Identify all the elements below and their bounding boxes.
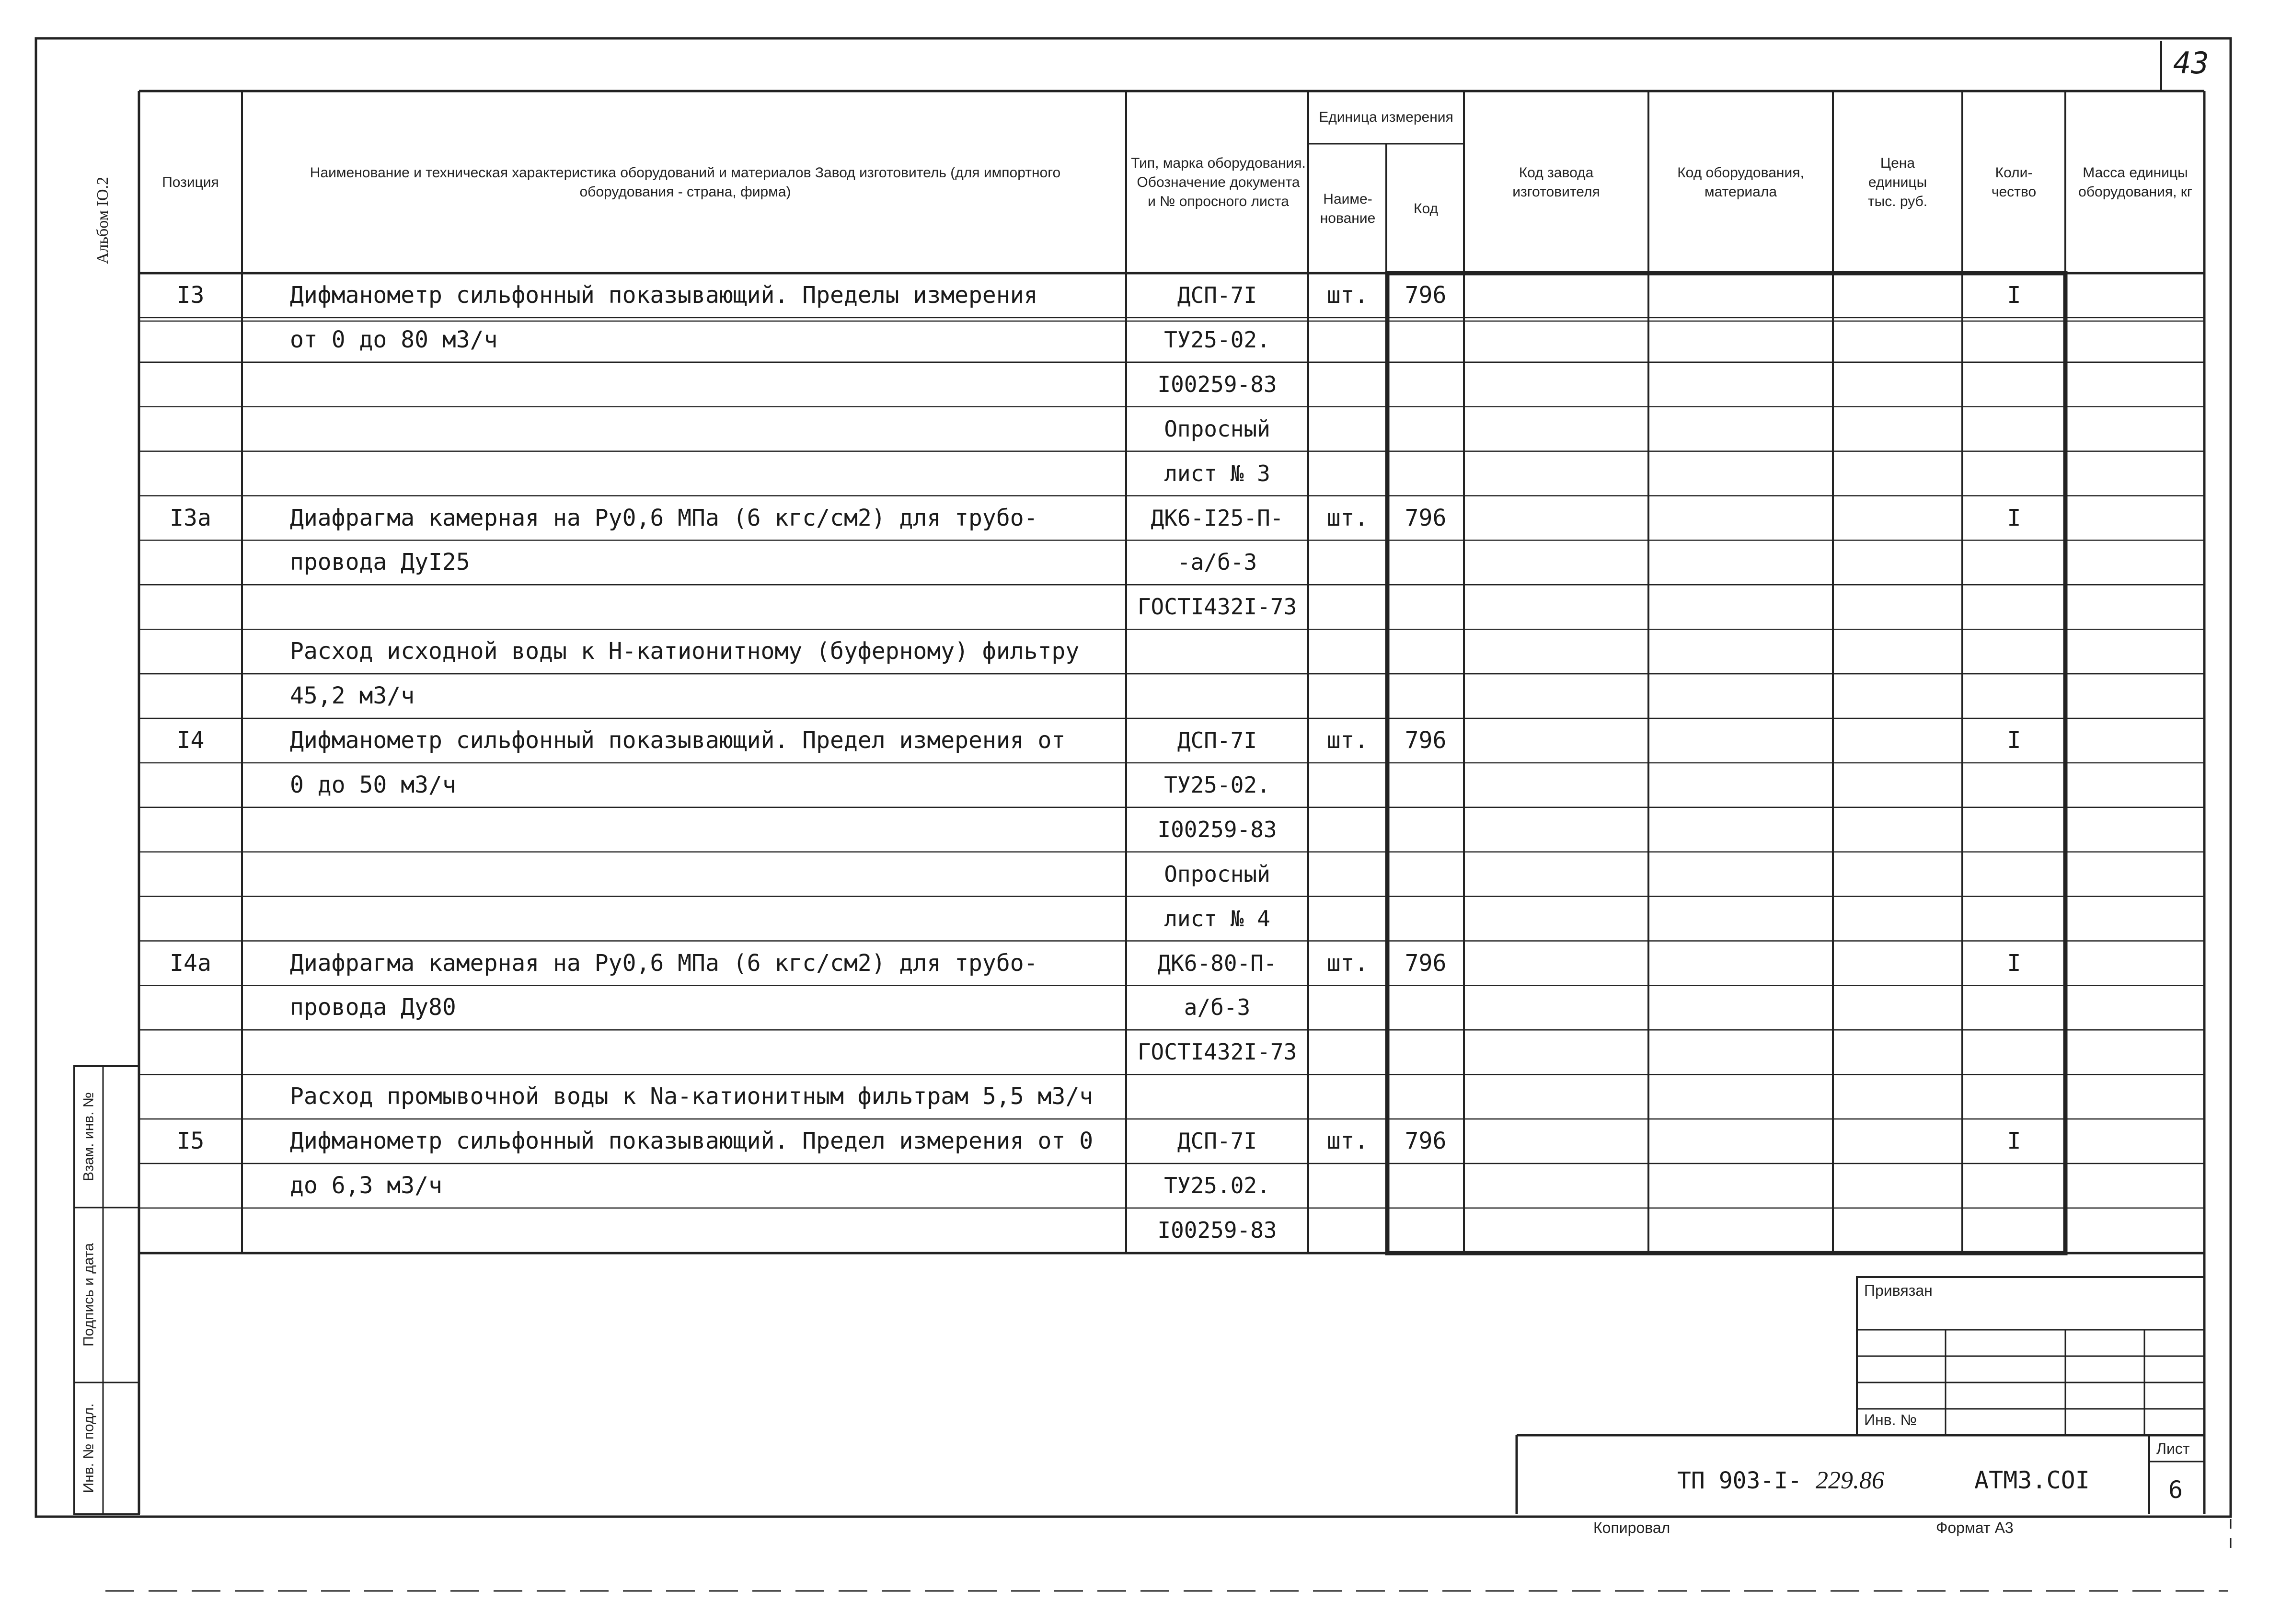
cell-type: ДСП-7I	[1177, 727, 1257, 753]
stamp-vzam-label: Взам. инв. №	[81, 1092, 97, 1181]
cell-type: I00259-83	[1157, 371, 1277, 397]
header-unit-name: Наиме- нование	[1320, 191, 1376, 226]
cell-code: 796	[1405, 504, 1447, 531]
sheet-label: Лист	[2156, 1440, 2190, 1457]
header-unit-code: Код	[1413, 201, 1438, 217]
stamp-inv-label: Инв. № подл.	[81, 1403, 97, 1493]
cell-type: Опросный	[1164, 415, 1270, 442]
cell-name: провода ДуI25	[290, 549, 470, 576]
cell-name: 0 до 50 м3/ч	[290, 771, 456, 798]
header-factory-code: Код завода изготовителя	[1512, 165, 1600, 200]
cell-name: Расход исходной воды к Н-катионитному (буферному) фильтру	[290, 638, 1080, 665]
cell-name: Диафрагма камерная на Ру0,6 МПа (6 кгс/см2) для трубо-	[290, 504, 1038, 531]
cell-code: 796	[1405, 1128, 1447, 1155]
cell-pos: I3а	[170, 504, 211, 531]
cell-type: ДСП-7I	[1177, 1128, 1257, 1154]
cell-qty: I	[2007, 727, 2021, 754]
cell-unit: шт.	[1326, 1128, 1369, 1155]
album-label-wrap	[89, 144, 117, 297]
sheet-number: 6	[2168, 1476, 2183, 1504]
cell-unit: шт.	[1326, 949, 1369, 977]
cell-unit: шт.	[1326, 282, 1369, 309]
cell-type: ТУ25-02.	[1164, 772, 1270, 798]
cell-name: до 6,3 м3/ч	[290, 1172, 442, 1199]
doc-number-print: ТП 903-I-	[1677, 1467, 1802, 1494]
header-type: Тип, марка оборудования. Обозначение документа и № опросного листа	[1131, 155, 1306, 209]
stamp-inv-wrap	[77, 1382, 101, 1514]
cell-code: 796	[1405, 949, 1447, 977]
cell-name: Дифманометр сильфонный показывающий. Предел измерения от 0	[290, 1128, 1094, 1155]
header-unit-group: Единица измерения	[1319, 109, 1453, 125]
cell-type: ГОСТI432I-73	[1137, 1039, 1297, 1065]
cell-qty: I	[2007, 1128, 2021, 1155]
header-mass: Масса единицы оборудования, кг	[2078, 165, 2192, 200]
cell-type: I00259-83	[1157, 816, 1277, 842]
cell-code: 796	[1405, 727, 1447, 754]
header-position: Позиция	[162, 174, 219, 190]
cell-name: 45,2 м3/ч	[290, 682, 415, 710]
header-price: Цена единицы тыс. руб.	[1867, 155, 1928, 209]
inv-no-label: Инв. №	[1864, 1411, 1917, 1428]
cell-name: Дифманометр сильфонный показывающий. Пределы измерения	[290, 282, 1038, 309]
cell-name: Диафрагма камерная на Ру0,6 МПа (6 кгс/см2) для трубо-	[290, 949, 1038, 977]
cell-type: лист № 3	[1164, 460, 1270, 486]
cell-name: Дифманометр сильфонный показывающий. Предел измерения от	[290, 727, 1066, 754]
header-quantity: Коли- чество	[1991, 165, 2037, 200]
footer-format: Формат А3	[1936, 1519, 2014, 1536]
cell-pos: I5	[176, 1128, 205, 1155]
cell-type: ДК6-80-П-	[1157, 950, 1277, 976]
cell-type: ТУ25-02.	[1164, 326, 1270, 353]
cell-type: Опросный	[1164, 861, 1270, 887]
page-number: 43	[2173, 46, 2209, 81]
stamp-vzam-wrap	[77, 1066, 101, 1208]
cell-name: провода Ду80	[290, 994, 456, 1021]
cell-qty: I	[2007, 949, 2021, 977]
cell-unit: шт.	[1326, 504, 1369, 531]
cell-type: а/б-3	[1184, 994, 1251, 1021]
cell-qty: I	[2007, 282, 2021, 309]
privyazan-label: Привязан	[1864, 1282, 1933, 1299]
cell-type: -а/б-3	[1177, 549, 1257, 576]
cell-type: ГОСТI432I-73	[1137, 594, 1297, 620]
cell-name: от 0 до 80 м3/ч	[290, 326, 498, 353]
cell-unit: шт.	[1326, 727, 1369, 754]
footer-copied: Копировал	[1593, 1519, 1670, 1536]
cell-type: ТУ25.02.	[1164, 1173, 1270, 1198]
cell-type: лист № 4	[1164, 905, 1270, 932]
cell-code: 796	[1405, 282, 1447, 309]
header-name: Наименование и техническая характеристика оборудований и материалов Завод изготовитель (для импортного оборудования - страна, фирма)	[310, 165, 1061, 200]
stamp-podpis-label: Подпись и дата	[81, 1243, 97, 1347]
cell-type: ДСП-7I	[1177, 282, 1257, 308]
header-equipment-code: Код оборудования, материала	[1677, 165, 1804, 200]
cell-name: Расход промывочной воды к Nа-катионитным фильтрам 5,5 м3/ч	[290, 1083, 1094, 1110]
cell-pos: I4а	[170, 949, 211, 977]
stamp-podpis-wrap	[77, 1208, 101, 1382]
cell-pos: I4	[176, 727, 205, 754]
doc-number	[1677, 1466, 1884, 1495]
cell-pos: I3	[176, 282, 205, 309]
cell-type: ДК6-I25-П-	[1151, 505, 1284, 531]
cell-type: I00259-83	[1157, 1217, 1277, 1243]
album-label: Альбом IO.2	[94, 176, 112, 265]
cell-qty: I	[2007, 504, 2021, 531]
doc-code: АТМЗ.СОI	[1974, 1466, 2090, 1494]
doc-number-hand: 229.86	[1816, 1467, 1884, 1494]
